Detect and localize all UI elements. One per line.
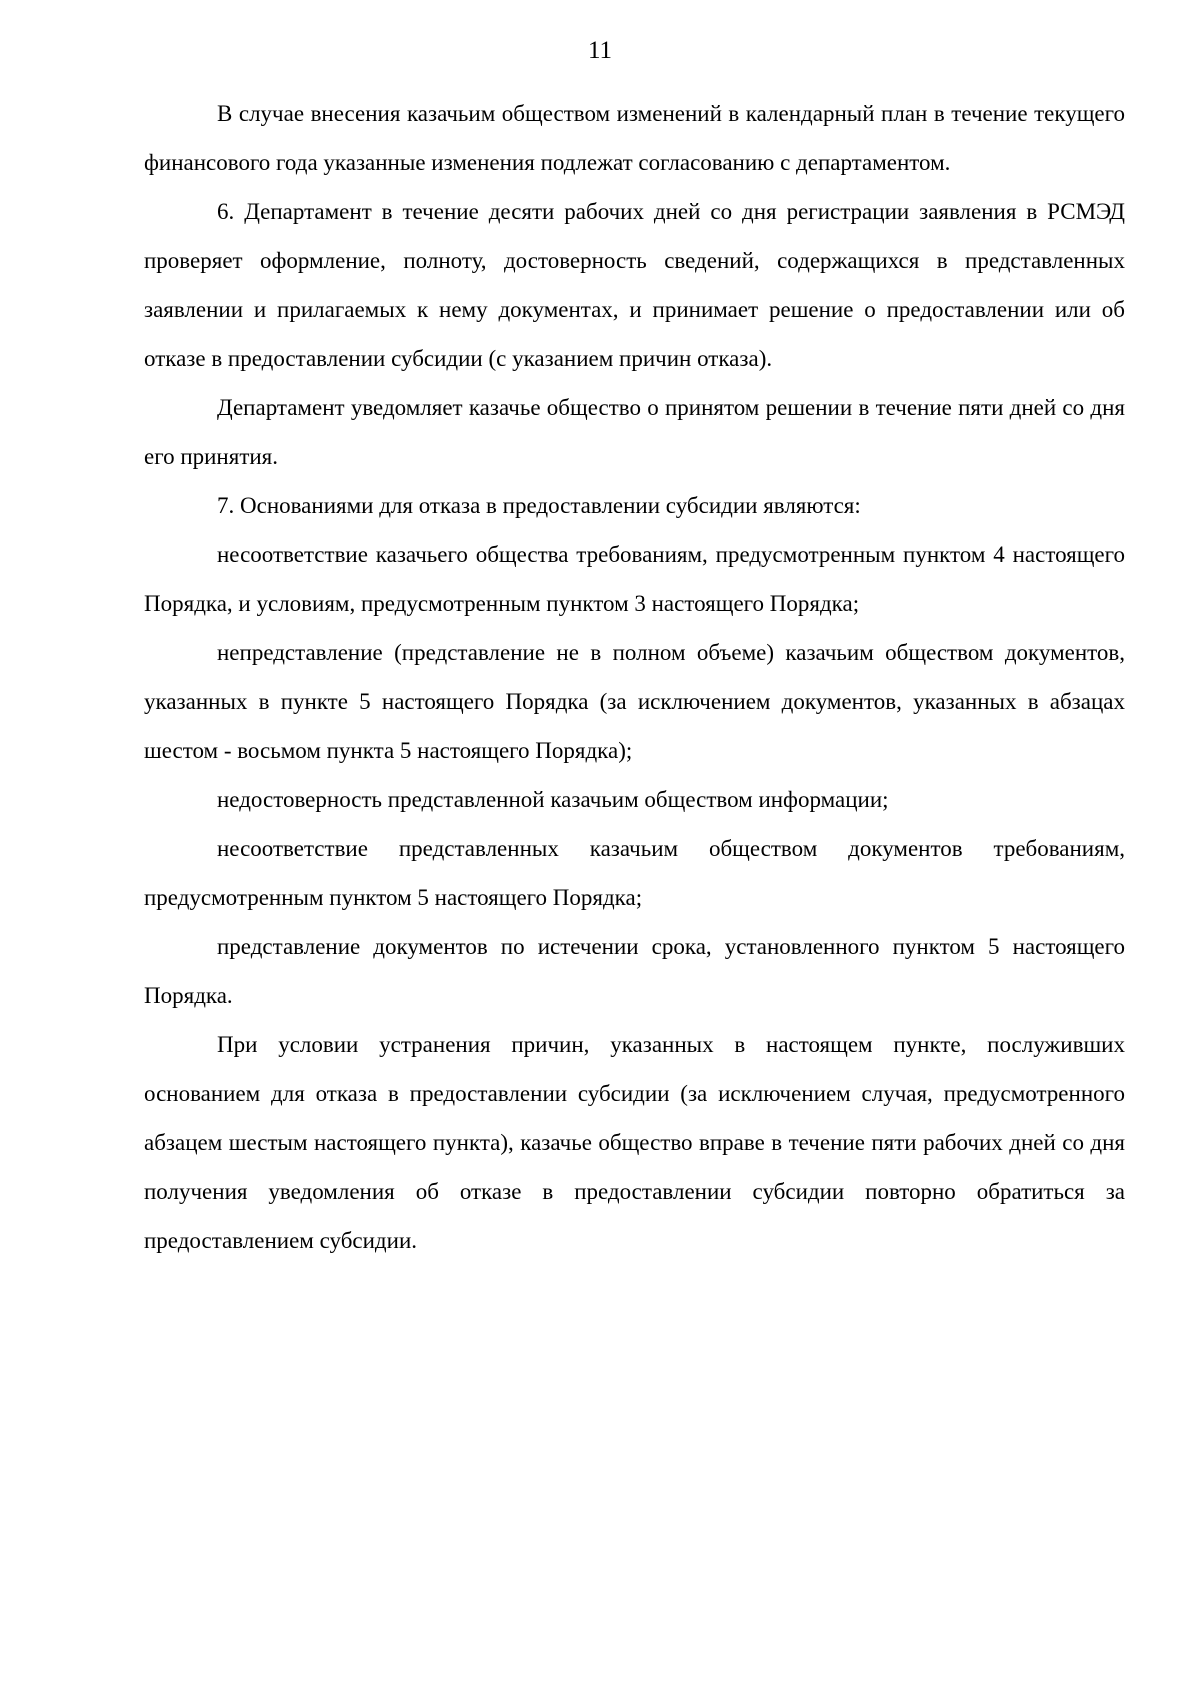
page-number: 11 <box>587 37 613 64</box>
paragraph-ground-incomplete-documents: непредставление (представление не в полном объеме) казачьим обществом документов, указанных в пункте 5 настоящего Порядка (за исключением документов, указанных в абзацах шестом - восьмом пункта 5 настоящего Порядка); <box>144 640 1125 763</box>
paragraph-ground-late-submission: представление документов по истечении срока, установленного пунктом 5 настоящего Порядка. <box>144 934 1125 1008</box>
paragraph-ground-documents-mismatch: несоответствие представленных казачьим обществом документов требованиям, предусмотренным пунктом 5 настоящего Порядка; <box>144 836 1125 910</box>
paragraph-item-6-review: 6. Департамент в течение десяти рабочих дней со дня регистрации заявления в РСМЭД проверяет оформление, полноту, достоверность сведений, содержащихся в представленных заявлении и прилагаемых к нему документах, и принимает решение о предоставлении или об отказе в предоставлении субсидии (с указанием причин отказа). <box>144 199 1125 371</box>
paragraph-item-7-grounds: 7. Основаниями для отказа в предоставлении субсидии являются: <box>217 493 861 518</box>
paragraph-reapplication: При условии устранения причин, указанных в настоящем пункте, послуживших основанием для отказа в предоставлении субсидии (за исключением случая, предусмотренного абзацем шестым настоящего пункта), казачье общество вправе в течение пяти рабочих дней со дня получения уведомления об отказе в предоставлении субсидии повторно обратиться за предоставлением субсидии. <box>144 1032 1125 1253</box>
paragraph-ground-unreliable-info: недостоверность представленной казачьим обществом информации; <box>217 787 889 812</box>
paragraph-ground-requirements-mismatch: несоответствие казачьего общества требованиям, предусмотренным пунктом 4 настоящего Порядка, и условиям, предусмотренным пунктом 3 настоящего Порядка; <box>144 542 1125 616</box>
paragraph-notification: Департамент уведомляет казачье общество о принятом решении в течение пяти дней со дня его принятия. <box>144 395 1125 469</box>
document-body <box>144 89 1125 1265</box>
paragraph-calendar-plan-changes: В случае внесения казачьим обществом изменений в календарный план в течение текущего финансового года указанные изменения подлежат согласованию с департаментом. <box>144 101 1125 175</box>
